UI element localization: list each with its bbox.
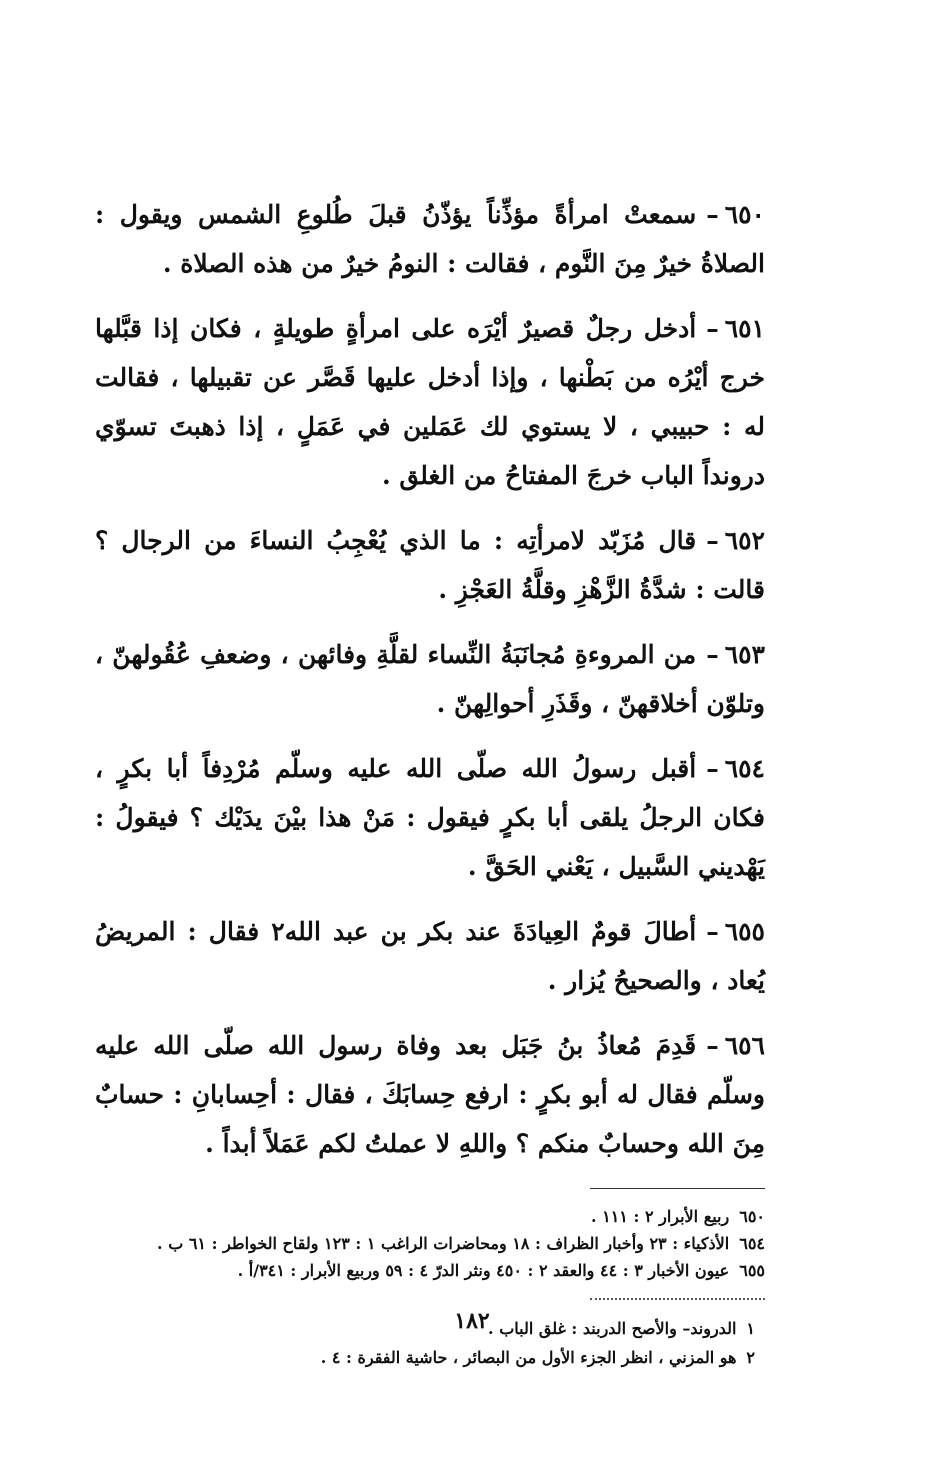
source-line xyxy=(95,1203,765,1230)
entry-text: قال مُزَبّد لامرأتِه : ما الذي يُعْجِبُ النساءَ من الرجال ؟ قالت : شدَّةُ الزَّهْزِ وقلَّةُ العَجْزِ . xyxy=(95,526,765,604)
footnotes-divider xyxy=(590,1298,765,1300)
entry-text: أطالَ قومٌ العِيادَةَ عند بكر بن عبد الله٢ فقال : المريضُ يُعاد ، والصحيحُ يُزار . xyxy=(95,917,765,995)
entry-number: ٦٥٥ xyxy=(724,917,765,946)
entry-text: أقبل رسولُ الله صلّى الله عليه وسلّم مُرْدِفاً أبا بكرٍ ، فكان الرجلُ يلقى أبا بكرٍ فيقول : مَنْ هذا بيْنَ يدَيْك ؟ فيقولُ : يَهْديني السَّبيل ، يَعْني الحَقَّ . xyxy=(95,754,765,881)
source-number: ٦٥٤ xyxy=(739,1234,765,1253)
entry-number: ٦٥٢ xyxy=(724,526,765,555)
footnote-text: الدروند– والأصح الدربند : غلق الباب . xyxy=(488,1319,737,1338)
footnote-number: ١ xyxy=(746,1319,755,1338)
footnote xyxy=(95,1343,765,1372)
entry-text: قَدِمَ مُعاذُ بنُ جَبَل بعد وفاة رسول الله صلّى الله عليه وسلّم فقال له أبو بكرٍ : ارفع حِسابَكَ ، فقال : أحِسابانِ : حسابٌ مِنَ الله وحسابٌ منكم ؟ واللهِ لا عملتُ لكم عَمَلاً أبداً . xyxy=(95,1031,765,1158)
entry-number: ٦٥٦ xyxy=(724,1031,765,1060)
entry-number: ٦٥٤ xyxy=(724,754,765,783)
sources-divider xyxy=(590,1188,765,1189)
entry-652: ٦٥٢– قال مُزَبّد لامرأتِه : ما الذي يُعْجِبُ النساءَ من الرجال ؟ قالت : شدَّةُ الزَّهْزِ وقلَّةُ العَجْزِ . xyxy=(95,526,765,604)
entry-text: أدخل رجلٌ قصيرٌ أيْرَه على امرأةٍ طويلةٍ ، فكان إذا قبَّلها خرج أيْرُه من بَطْنها ، وإذا أدخل عليها قَصَّر عن تقبيلها ، فقالت له : حبيبي ، لا يستوي لك عَمَلين في عَمَلٍ ، إذا ذهبتَ تسوّي درونداً الباب خرجَ المفتاحُ من الغلق . xyxy=(95,314,765,490)
source-line xyxy=(95,1257,765,1284)
entry-655: ٦٥٥– أطالَ قومٌ العِيادَةَ عند بكر بن عبد الله٢ فقال : المريضُ يُعاد ، والصحيحُ يُزار . xyxy=(95,917,765,995)
source-text: ربيع الأبرار ٢ : ١١١ . xyxy=(590,1207,730,1226)
entry-650: ٦٥٠– سمعتْ امرأةً مؤذِّناً يؤذّنُ قبلَ طُلوعِ الشمس ويقول : الصلاةُ خيرٌ مِنَ النَّوم ، فقالت : النومُ خيرٌ من هذه الصلاة . xyxy=(95,200,765,278)
entry-656: ٦٥٦– قَدِمَ مُعاذُ بنُ جَبَل بعد وفاة رسول الله صلّى الله عليه وسلّم فقال له أبو بكرٍ : ارفع حِسابَكَ ، فقال : أحِسابانِ : حسابٌ مِنَ الله وحسابٌ منكم ؟ واللهِ لا عملتُ لكم عَمَلاً أبداً . xyxy=(95,1031,765,1158)
entry-654: ٦٥٤– أقبل رسولُ الله صلّى الله عليه وسلّم مُرْدِفاً أبا بكرٍ ، فكان الرجلُ يلقى أبا بكرٍ فيقول : مَنْ هذا بيْنَ يدَيْك ؟ فيقولُ : يَهْديني السَّبيل ، يَعْني الحَقَّ . xyxy=(95,754,765,881)
source-text: عيون الأخبار ٣ : ٤٤ والعقد ٢ : ٤٥٠ ونثر الدرّ ٤ : ٥٩ وربيع الأبرار : ٣٤١/أ . xyxy=(237,1261,730,1280)
entry-text: من المروءةِ مُجانَبَةُ النِّساء لقلَّةِ وفائهن ، وضعفِ عُقُولهنّ ، وتلوّن أخلاقهنّ ، وقَذَرِ أحوالِهنّ . xyxy=(95,640,765,718)
entry-number: ٦٥٣ xyxy=(724,640,765,669)
footnote-text: هو المزني ، انظر الجزء الأول من البصائر ، حاشية الفقرة : ٤ . xyxy=(320,1348,737,1367)
source-text: الأذكياء : ٢٣ وأخبار الظراف : ١٨ ومحاضرات الراغب ١ : ١٢٣ ولقاح الخواطر : ٦١ ب . xyxy=(157,1234,730,1253)
entry-653: ٦٥٣– من المروءةِ مُجانَبَةُ النِّساء لقلَّةِ وفائهن ، وضعفِ عُقُولهنّ ، وتلوّن أخلاقهنّ ، وقَذَرِ أحوالِهنّ . xyxy=(95,640,765,718)
entry-651: ٦٥١– أدخل رجلٌ قصيرٌ أيْرَه على امرأةٍ طويلةٍ ، فكان إذا قبَّلها خرج أيْرُه من بَطْنها ، وإذا أدخل عليها قَصَّر عن تقبيلها ، فقالت له : حبيبي ، لا يستوي لك عَمَلين في عَمَلٍ ، إذا ذهبتَ تسوّي درونداً الباب خرجَ المفتاحُ من الغلق . xyxy=(95,314,765,490)
footnote-number: ٢ xyxy=(746,1348,755,1367)
source-line xyxy=(95,1230,765,1257)
page-body xyxy=(95,190,765,1372)
page-number: ١٨٢ xyxy=(454,1308,490,1334)
entry-number: ٦٥٠ xyxy=(724,200,765,229)
source-number: ٦٥٥ xyxy=(739,1261,765,1280)
entry-text: سمعتْ امرأةً مؤذِّناً يؤذّنُ قبلَ طُلوعِ الشمس ويقول : الصلاةُ خيرٌ مِنَ النَّوم ، فقالت : النومُ خيرٌ من هذه الصلاة . xyxy=(95,200,765,278)
source-number: ٦٥٠ xyxy=(739,1207,765,1226)
entry-number: ٦٥١ xyxy=(724,314,765,343)
